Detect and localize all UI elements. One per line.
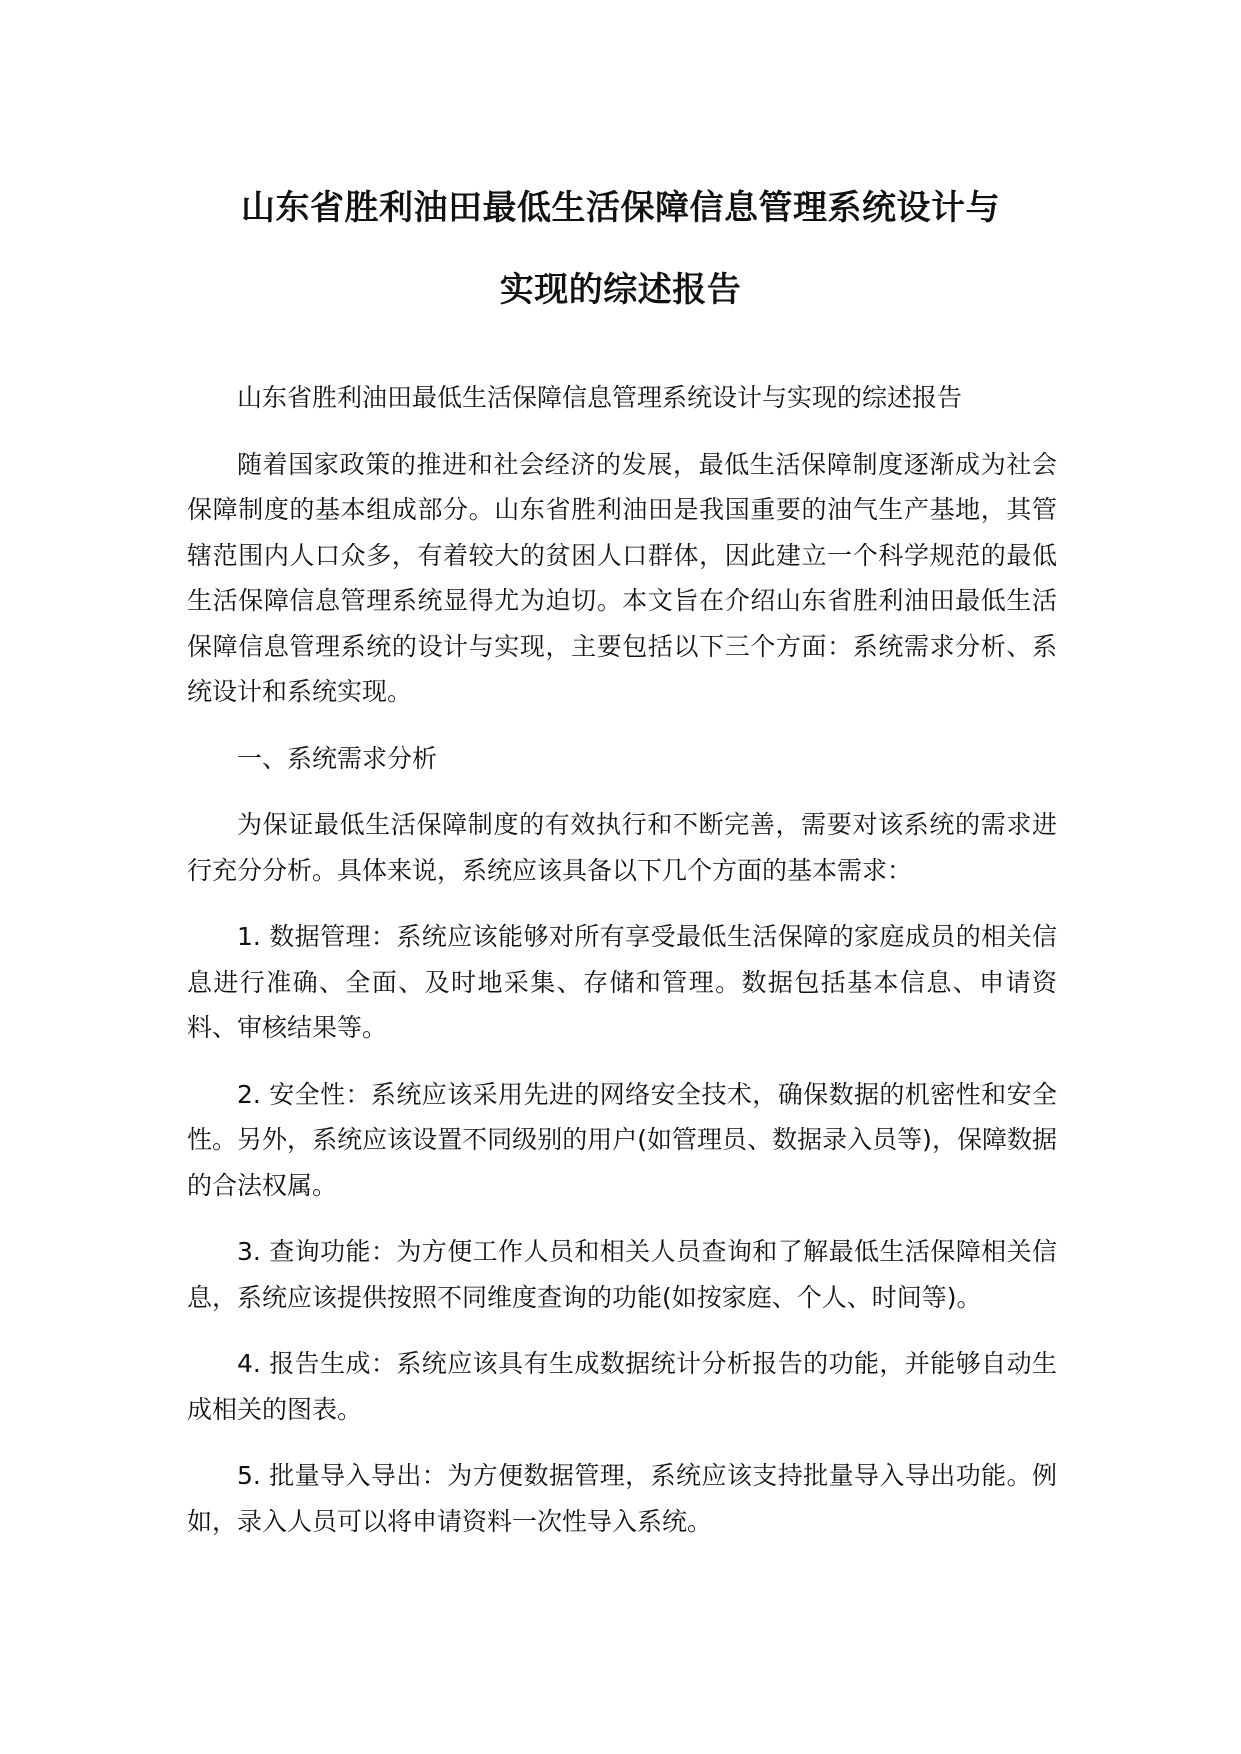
section-heading-requirements: 一、系统需求分析 bbox=[237, 743, 438, 773]
list-item-security: 2. 安全性：系统应该采用先进的网络安全技术，确保数据的机密性和安全性。另外，系统应该设置不同级别的用户(如管理员、数据录入员等)，保障数据的合法权属。 bbox=[187, 1079, 1057, 1200]
list-item-query: 3. 查询功能：为方便工作人员和相关人员查询和了解最低生活保障相关信息，系统应该提供按照不同维度查询的功能(如按家庭、个人、时间等)。 bbox=[187, 1237, 1057, 1312]
list-item-batch-import-export: 5. 批量导入导出：为方便数据管理，系统应该支持批量导入导出功能。例如，录入人员可以将申请资料一次性导入系统。 bbox=[187, 1461, 1057, 1536]
list-item-report-generation: 4. 报告生成：系统应该具有生成数据统计分析报告的功能，并能够自动生成相关的图表。 bbox=[187, 1349, 1057, 1424]
paragraph-report-heading: 山东省胜利油田最低生活保障信息管理系统设计与实现的综述报告 bbox=[237, 383, 963, 412]
paragraph-introduction: 随着国家政策的推进和社会经济的发展，最低生活保障制度逐渐成为社会保障制度的基本组成部分。山东省胜利油田是我国重要的油气生产基地，其管辖范围内人口众多，有着较大的贫困人口群体，因此建立一个科学规范的最低生活保障信息管理系统显得尤为迫切。本文旨在介绍山东省胜利油田最低生活保障信息管理系统的设计与实现，主要包括以下三个方面：系统需求分析、系统设计和系统实现。 bbox=[187, 449, 1057, 706]
document-body bbox=[187, 375, 1057, 1565]
paragraph-requirements-intro: 为保证最低生活保障制度的有效执行和不断完善，需要对该系统的需求进行充分分析。具体来说，系统应该具备以下几个方面的基本需求： bbox=[187, 810, 1057, 885]
list-item-data-management: 1. 数据管理：系统应该能够对所有享受最低生活保障的家庭成员的相关信息进行准确、全面、及时地采集、存储和管理。数据包括基本信息、申请资料、审核结果等。 bbox=[187, 922, 1057, 1042]
document-title-line-2: 实现的综述报告 bbox=[499, 270, 742, 310]
document-title-line-1: 山东省胜利油田最低生活保障信息管理系统设计与 bbox=[241, 188, 1000, 228]
